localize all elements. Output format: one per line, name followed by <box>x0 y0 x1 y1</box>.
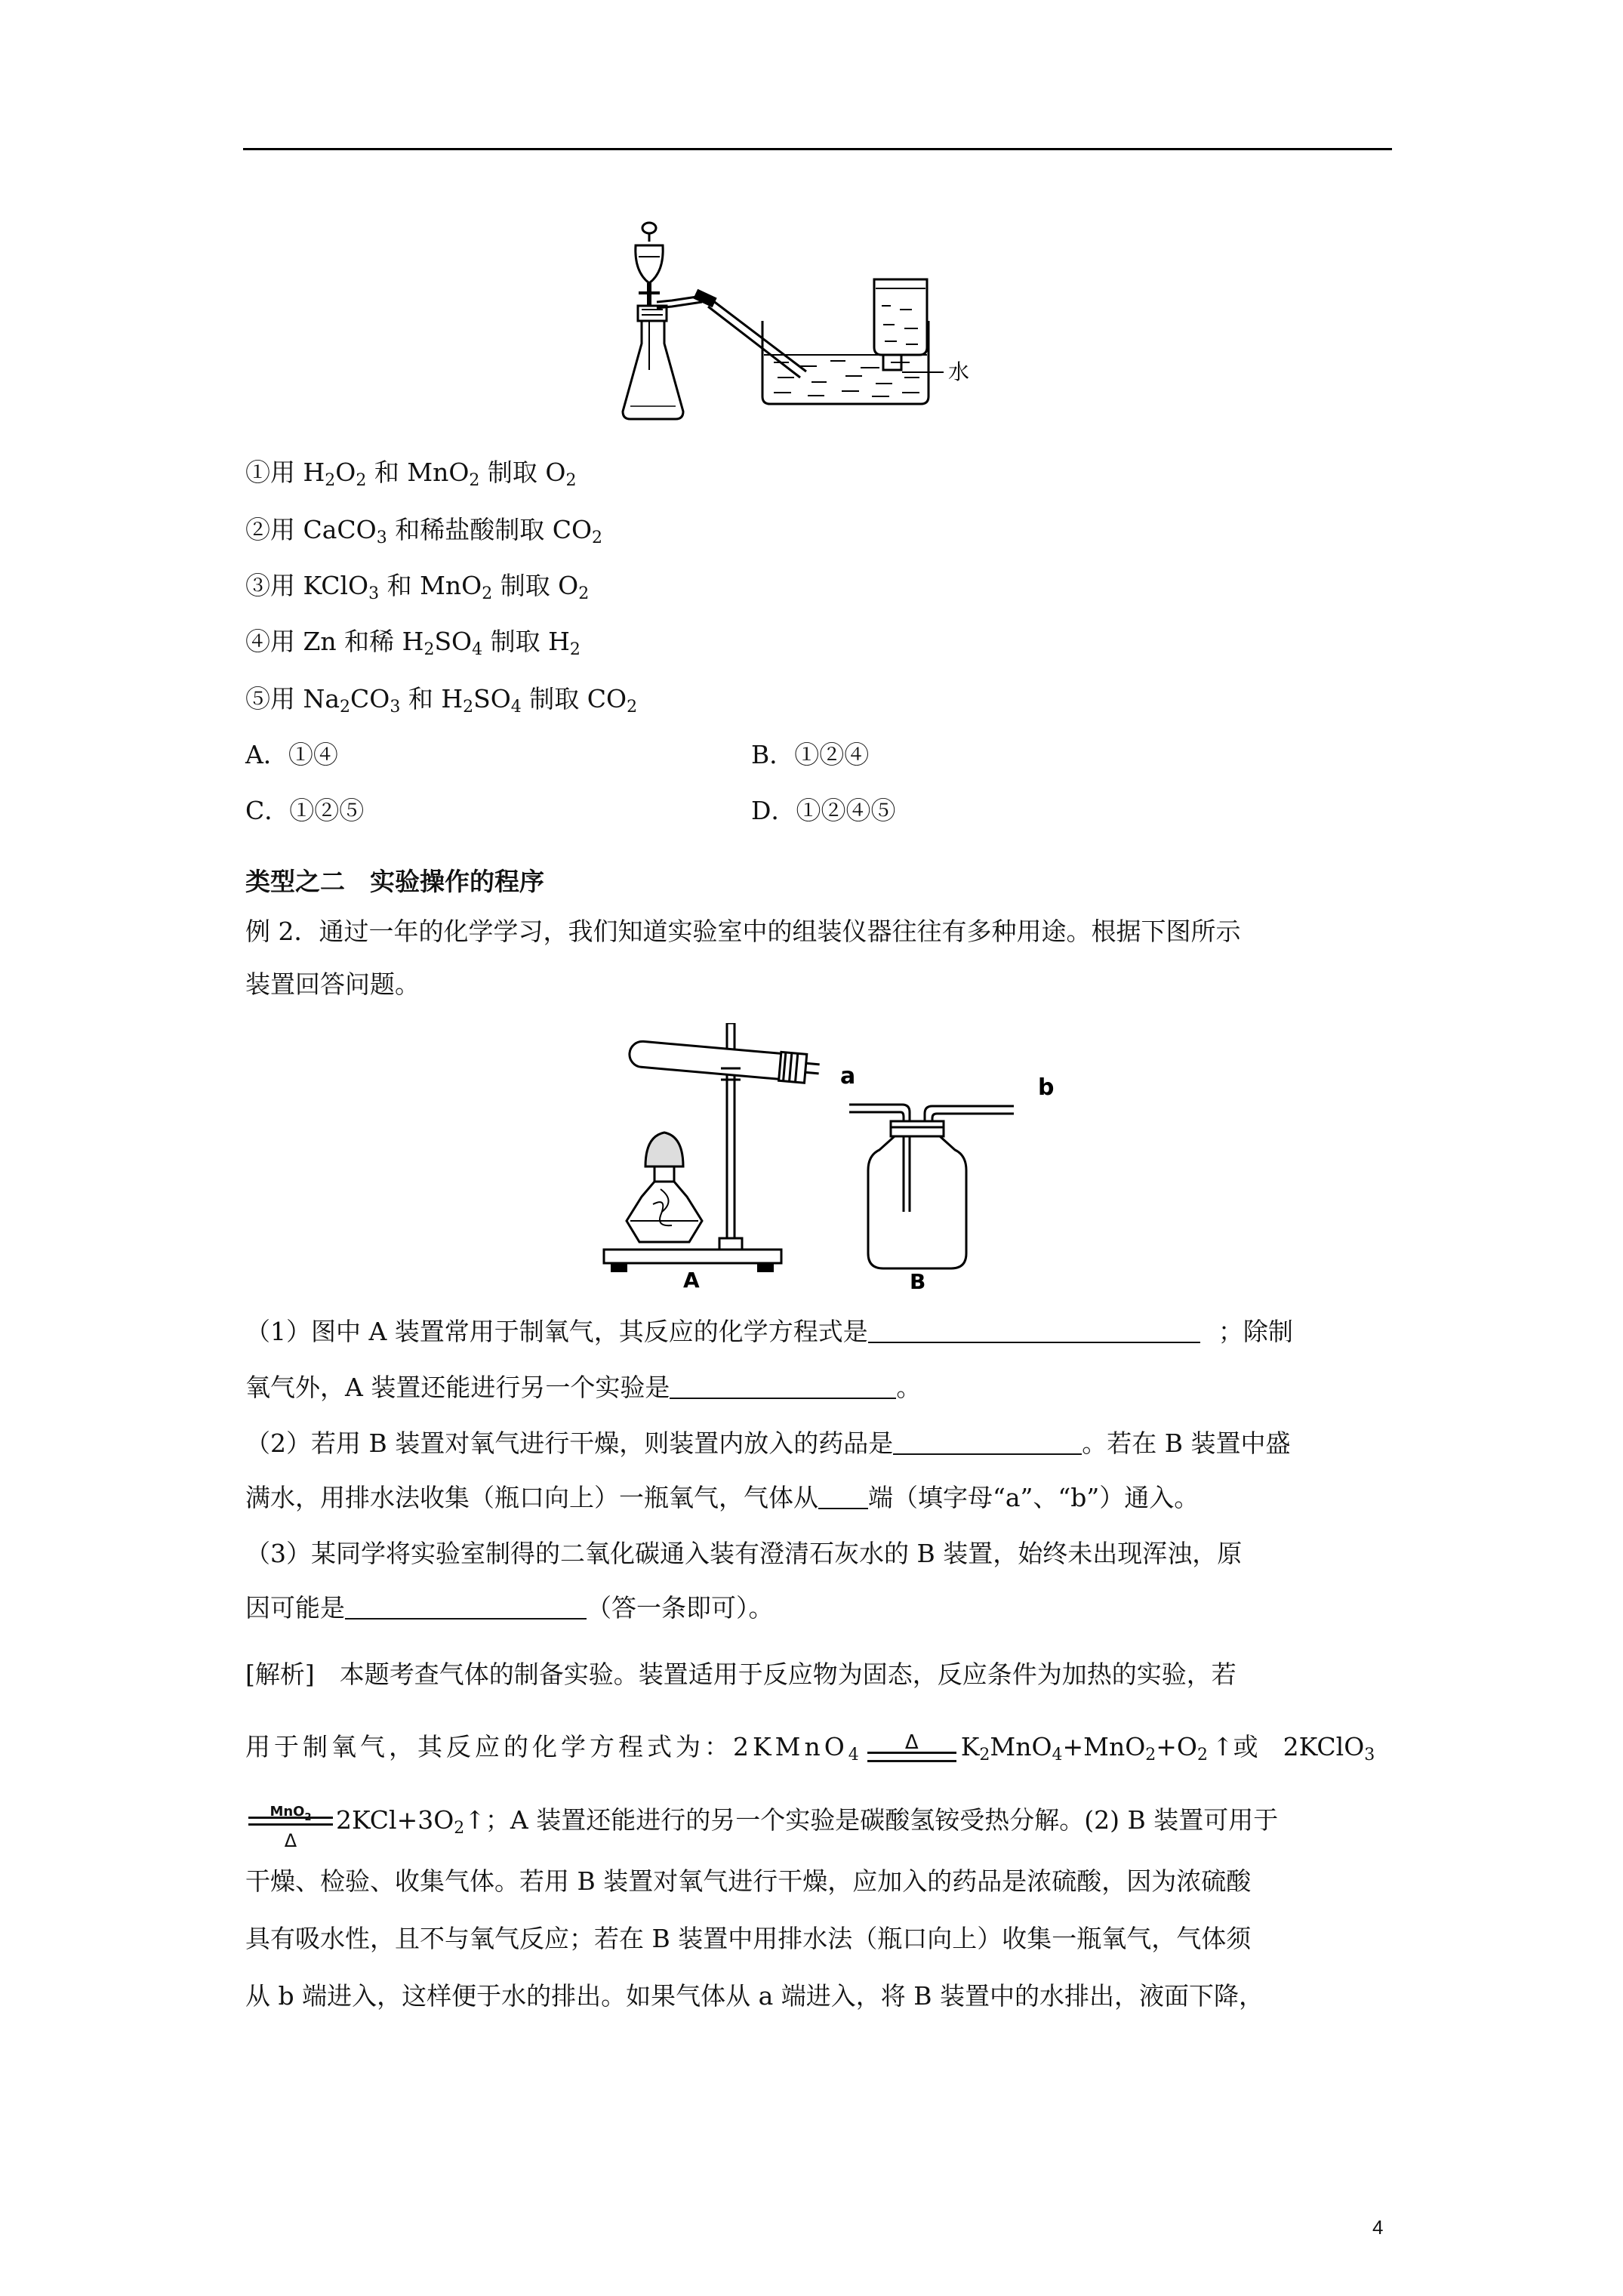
choice-c[interactable]: C．①②⑤ <box>245 796 365 825</box>
example-2-line-1: 例 2．通过一年的化学学习，我们知道实验室中的组装仪器往往有多种用途。根据下图所示 <box>245 917 1241 946</box>
page-number: 4 <box>1372 2216 1384 2239</box>
question-2-line-1: （2）若用 B 装置对氧气进行干燥，则装置内放入的药品是 。若在 B 装置中盛 <box>245 1428 1291 1458</box>
analysis-line-2: 用于制氧气，其反应的化学方程式为：2KMnO$_4$ Δ $K_2MnO_4+MnO_2+O_2$ ↑或 2KClO$_3$ <box>245 1731 1375 1764</box>
choice-b[interactable]: B．①②④ <box>751 740 870 769</box>
gas-collection-apparatus-figure <box>619 211 981 427</box>
option-4: ④用 Zn 和稀 $H_2SO_4$ 制取 $H_2$ <box>245 627 581 659</box>
apparatus-a-b-figure <box>600 1023 1061 1291</box>
q1-equation-blank[interactable] <box>868 1319 1200 1343</box>
question-2-line-2: 满水，用排水法收集（瓶口向上）一瓶氧气，气体从 端（填字母“a”、“b”）通入。 <box>245 1483 1200 1512</box>
analysis-line-5: 具有吸水性，且不与氧气反应；若在 B 装置中用排水法（瓶口向上）收集一瓶氧气，气体须 <box>245 1924 1252 1953</box>
analysis-line-1: [解析] 本题考查气体的制备实验。装置适用于反应物为固态，反应条件为加热的实验，若 <box>245 1660 1236 1689</box>
analysis-line-3: MnO$_2$ Δ $2KCl+3O_2↑$；A 装置还能进行的另一个实验是碳酸氢铵受热分解。(2) B 装置可用于 <box>245 1795 1278 1848</box>
analysis-line-4: 干燥、检验、收集气体。若用 B 装置对氧气进行干燥，应加入的药品是浓硫酸，因为浓硫酸 <box>245 1866 1252 1896</box>
q2-inlet-blank[interactable] <box>818 1485 868 1509</box>
choice-d[interactable]: D．①②④⑤ <box>751 796 896 825</box>
label-b: b <box>1038 1074 1055 1101</box>
option-5: ⑤用 $Na_2CO_3$ 和 $H_2SO_4$ 制取 $CO_2$ <box>245 684 638 717</box>
q2-reagent-blank[interactable] <box>893 1431 1082 1455</box>
label-A: A <box>683 1268 700 1291</box>
question-3-line-2: 因可能是 （答一条即可）。 <box>245 1593 774 1623</box>
option-2: ②用 CaCO$_3$ 和稀盐酸制取 $CO_2$ <box>245 515 603 547</box>
label-a: a <box>840 1063 856 1089</box>
analysis-line-6: 从 b 端进入，这样便于水的排出。如果气体从 a 端进入，将 B 装置中的水排出，液面下降， <box>245 1981 1264 2011</box>
q3-reason-blank[interactable] <box>345 1595 587 1620</box>
header-rule <box>243 148 1392 150</box>
example-2-line-2: 装置回答问题。 <box>245 969 420 999</box>
question-1-line-1: （1）图中 A 装置常用于制氧气，其反应的化学方程式是 ；除制 <box>245 1317 1293 1346</box>
option-3: ③用 KClO$_3$ 和 MnO$_2$ 制取 $O_2$ <box>245 571 590 603</box>
heat-condition-arrow: Δ <box>863 1732 961 1765</box>
water-label: 水 <box>948 359 970 384</box>
catalyst-condition-arrow: MnO$_2$ Δ <box>245 1795 336 1848</box>
question-1-line-2: 氧气外，A 装置还能进行另一个实验是 。 <box>245 1373 922 1402</box>
q1-other-experiment-blank[interactable] <box>670 1375 896 1399</box>
choice-a[interactable]: A．①④ <box>245 740 338 769</box>
section-heading: 类型之二 实验操作的程序 <box>245 867 544 896</box>
option-1: ①用 $H_2O_2$ 和 MnO$_2$ 制取 $O_2$ <box>245 458 577 490</box>
label-B: B <box>910 1269 926 1291</box>
question-3-line-1: （3）某同学将实验室制得的二氧化碳通入装有澄清石灰水的 B 装置，始终未出现浑浊，原 <box>245 1539 1243 1568</box>
